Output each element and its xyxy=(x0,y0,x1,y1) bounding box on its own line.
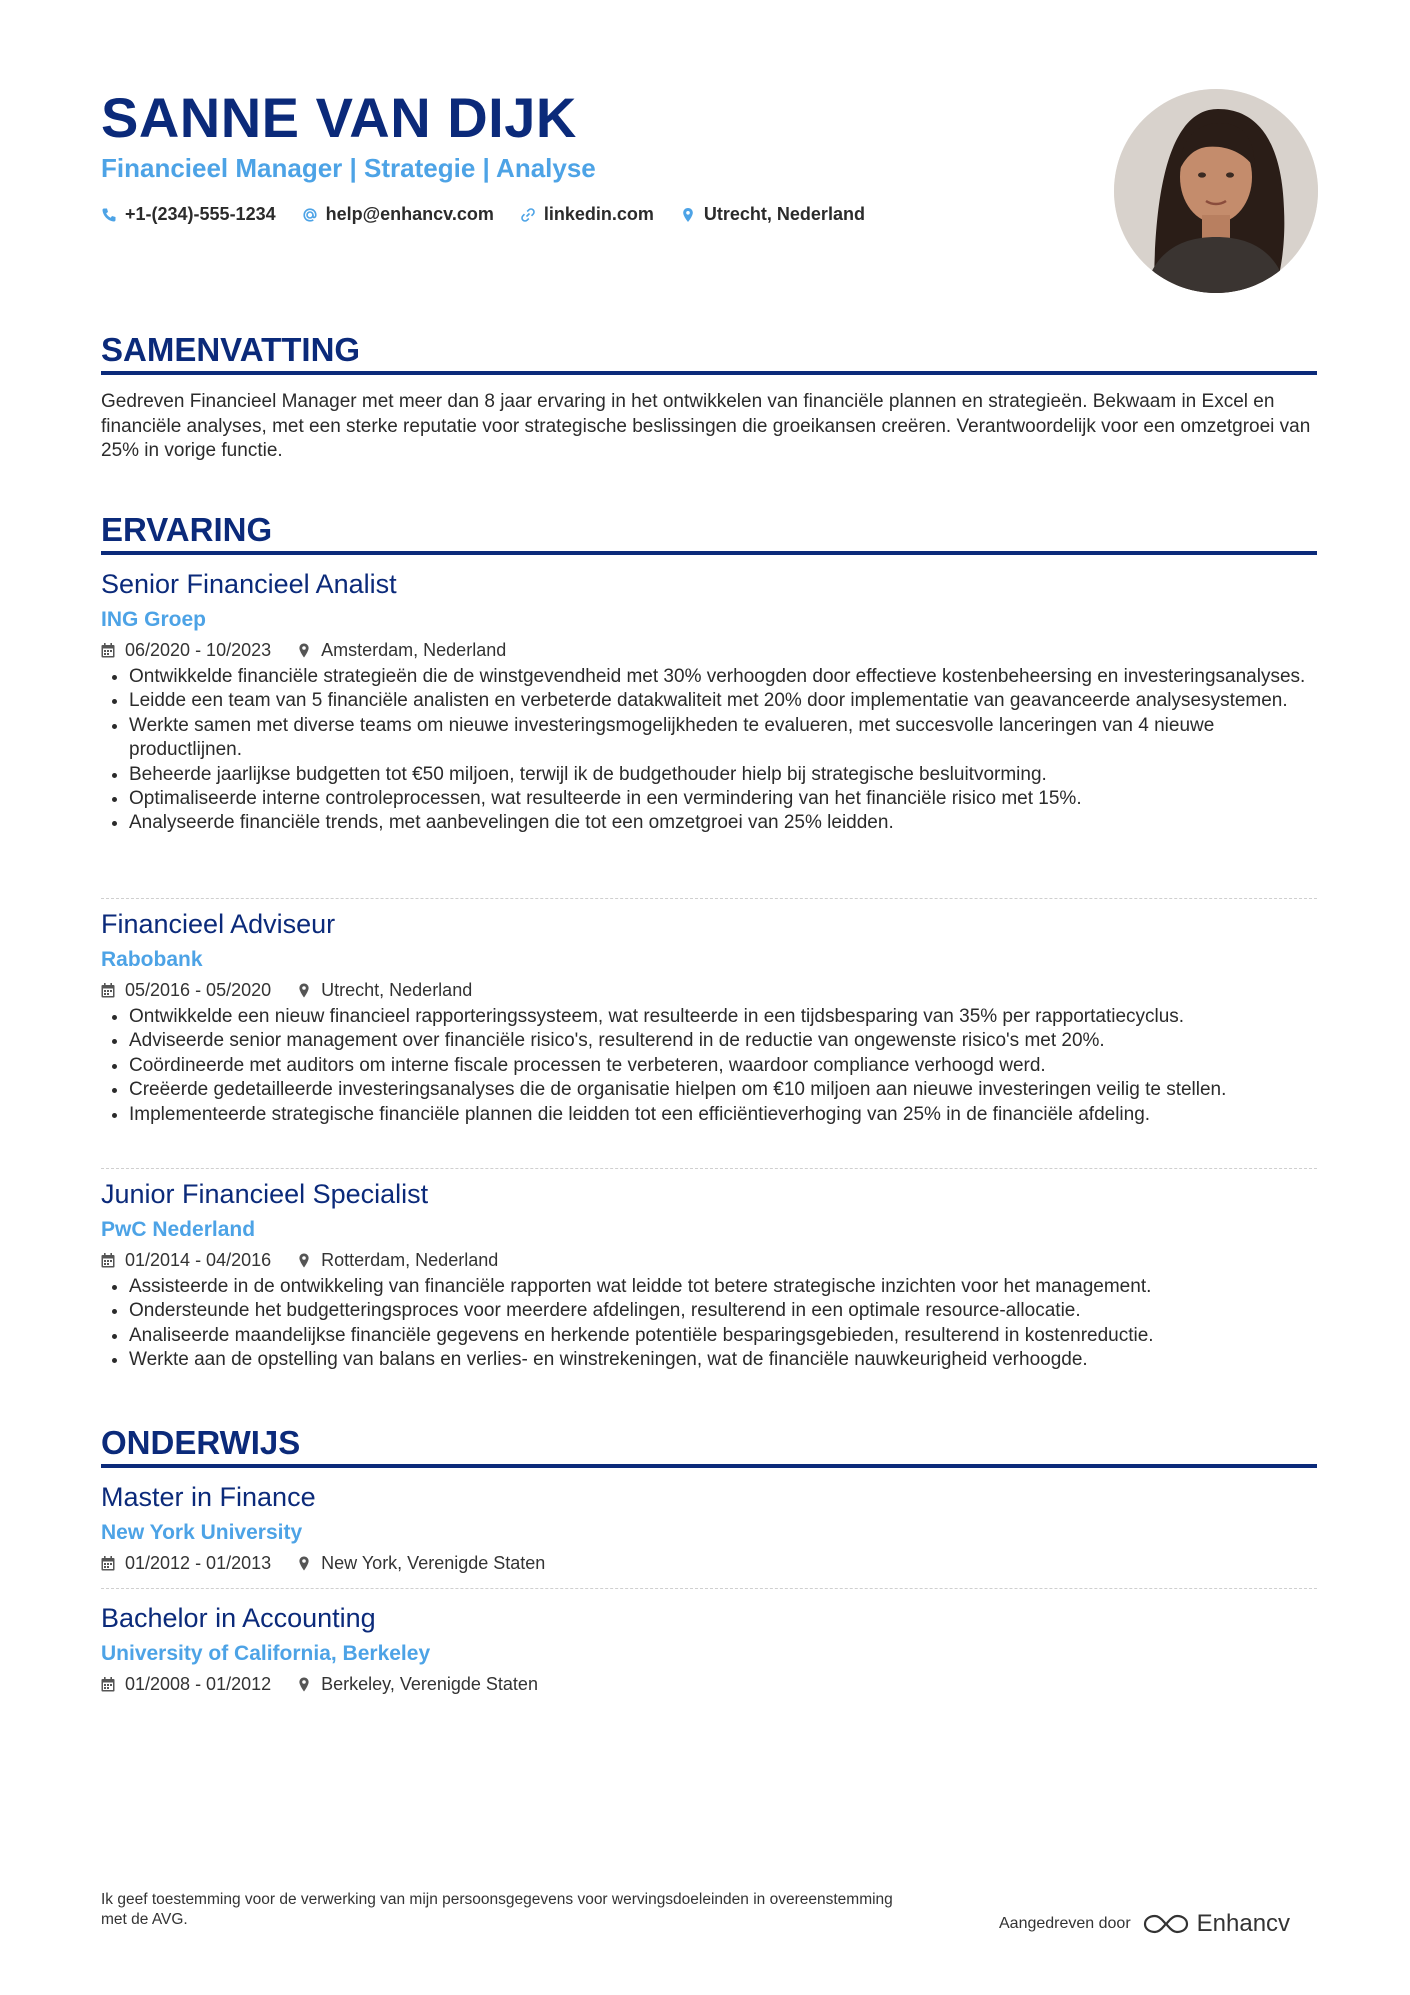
company-name: ING Groep xyxy=(101,608,207,631)
degree-title: Master in Finance xyxy=(101,1482,316,1512)
bullet-item: • Werkte samen met diverse teams om nieuwe investeringsmogelijkheden te evalueren, met succesvolle lanceringen van 4 nieuwe productlijnen. xyxy=(129,714,1317,763)
job-bullets xyxy=(101,665,1317,836)
job-location: Rotterdam, Nederland xyxy=(321,1250,499,1270)
education-rule xyxy=(101,1464,1317,1468)
contact-location xyxy=(680,204,865,225)
company-name: PwC Nederland xyxy=(101,1218,256,1241)
calendar-icon xyxy=(101,1556,115,1571)
bullet-item: • Implementeerde strategische financiële plannen die leidden tot een efficiëntieverhoging van 25% in de financiële afdeling. xyxy=(129,1103,1317,1127)
job-entry xyxy=(101,1178,1317,1373)
candidate-name: SANNE VAN DIJK xyxy=(101,86,577,149)
education-entry xyxy=(101,1602,1317,1696)
education-meta xyxy=(101,1672,1317,1696)
education-meta xyxy=(101,1551,1317,1575)
job-entry xyxy=(101,908,1317,1127)
bullet-item: • Creëerde gedetailleerde investeringsanalyses die de organisatie hielpen om €10 miljoen aan nieuwe investeringen veilig te stellen. xyxy=(129,1078,1317,1102)
candidate-headline: Financieel Manager | Strategie | Analyse xyxy=(101,153,596,183)
company-name: Rabobank xyxy=(101,948,203,971)
summary-text: Gedreven Financieel Manager met meer dan 8 jaar ervaring in het ontwikkelen van financiële plannen en strategieën. Bekwaam in Excel en financiële analyses, met een sterke reputatie voor strategische beslissingen die groeikansen creëren. Verantwoordelijk voor een omzetgroei van 25% in vorige functie. xyxy=(101,391,1311,461)
map-pin-icon xyxy=(680,207,696,223)
location-text: Utrecht, Nederland xyxy=(703,204,865,224)
summary-heading: SAMENVATTING xyxy=(101,331,361,368)
enhancv-infinity-icon xyxy=(1143,1912,1189,1936)
at-icon xyxy=(302,207,318,223)
job-bullets xyxy=(101,1275,1317,1373)
education-location: New York, Verenigde Staten xyxy=(321,1553,546,1573)
linkedin-text: linkedin.com xyxy=(543,204,654,224)
education-location: Berkeley, Verenigde Staten xyxy=(321,1674,538,1694)
bullet-item: • Beheerde jaarlijkse budgetten tot €50 miljoen, terwijl ik de budgethouder hielp bij strategische besluitvorming. xyxy=(129,763,1317,787)
school-name: University of California, Berkeley xyxy=(101,1642,431,1665)
phone-text: +1-(234)-555-1234 xyxy=(125,204,276,224)
powered-by xyxy=(999,1910,1290,1938)
bullet-item: • Leidde een team van 5 financiële analisten en verbeterde datakwaliteit met 20% door implementatie van geavanceerde analysesystemen. xyxy=(129,689,1317,713)
experience-heading: ERVARING xyxy=(101,511,273,548)
job-location: Amsterdam, Nederland xyxy=(321,640,507,660)
profile-photo xyxy=(1114,89,1318,293)
contact-phone[interactable] xyxy=(101,204,276,225)
job-title: Senior Financieel Analist xyxy=(101,569,397,599)
job-divider xyxy=(101,1168,1317,1169)
map-pin-icon xyxy=(297,1677,311,1692)
calendar-icon xyxy=(101,983,115,998)
job-divider xyxy=(101,898,1317,899)
job-location: Utrecht, Nederland xyxy=(321,980,473,1000)
bullet-item: • Analyseerde financiële trends, met aanbevelingen die tot een omzetgroei van 25% leidden. xyxy=(129,811,1317,835)
experience-rule xyxy=(101,551,1317,555)
education-divider xyxy=(101,1588,1317,1589)
email-text: help@enhancv.com xyxy=(325,204,494,224)
map-pin-icon xyxy=(297,643,311,658)
contact-bar xyxy=(101,204,865,225)
bullet-item: • Werkte aan de opstelling van balans en verlies- en winstrekeningen, wat de financiële nauwkeurigheid verhoogde. xyxy=(129,1348,1317,1372)
job-entry xyxy=(101,568,1317,836)
job-meta xyxy=(101,638,1317,662)
school-name: New York University xyxy=(101,1521,303,1544)
education-dates: 01/2008 - 01/2012 xyxy=(125,1674,272,1694)
job-meta xyxy=(101,1248,1317,1272)
job-dates: 01/2014 - 04/2016 xyxy=(125,1250,272,1270)
map-pin-icon xyxy=(297,1253,311,1268)
degree-title: Bachelor in Accounting xyxy=(101,1603,376,1633)
brand-name: Enhancv xyxy=(1196,1910,1291,1937)
phone-icon xyxy=(101,207,117,223)
education-entry xyxy=(101,1481,1317,1575)
bullet-item: • Ontwikkelde financiële strategieën die de winstgevendheid met 30% verhoogden door effectieve kostenbeheersing en investeringsanalyses. xyxy=(129,665,1317,689)
calendar-icon xyxy=(101,1253,115,1268)
job-bullets xyxy=(101,1005,1317,1127)
map-pin-icon xyxy=(297,1556,311,1571)
summary-rule xyxy=(101,371,1317,375)
contact-linkedin[interactable] xyxy=(520,204,654,225)
bullet-item: • Ondersteunde het budgetteringsproces voor meerdere afdelingen, resulterend in een optimale resource-allocatie. xyxy=(129,1299,1317,1323)
job-title: Financieel Adviseur xyxy=(101,909,336,939)
calendar-icon xyxy=(101,1677,115,1692)
link-icon xyxy=(520,207,536,223)
job-title: Junior Financieel Specialist xyxy=(101,1179,429,1209)
powered-by-label: Aangedreven door xyxy=(999,1915,1131,1932)
education-heading: ONDERWIJS xyxy=(101,1424,301,1461)
job-meta xyxy=(101,978,1317,1002)
bullet-item: • Adviseerde senior management over financiële risico's, resulterend in de reductie van ongewenste risico's met 20%. xyxy=(129,1029,1317,1053)
bullet-item: • Coördineerde met auditors om interne fiscale processen te verbeteren, waardoor compliance verhoogd werd. xyxy=(129,1054,1317,1078)
job-dates: 06/2020 - 10/2023 xyxy=(125,640,272,660)
calendar-icon xyxy=(101,643,115,658)
education-dates: 01/2012 - 01/2013 xyxy=(125,1553,272,1573)
enhancv-logo[interactable] xyxy=(1143,1910,1290,1938)
bullet-item: • Assisteerde in de ontwikkeling van financiële rapporten wat leidde tot betere strategische inzichten voor het management. xyxy=(129,1275,1317,1299)
bullet-item: • Ontwikkelde een nieuw financieel rapporteringssysteem, wat resulteerde in een tijdsbesparing van 35% per rapportatiecyclus. xyxy=(129,1005,1317,1029)
consent-note: Ik geef toestemming voor de verwerking van mijn persoonsgegevens voor wervingsdoeleinden in overeenstemming met de AVG. xyxy=(101,1891,893,1928)
bullet-item: • Analiseerde maandelijkse financiële gegevens en herkende potentiële besparingsgebieden, resulterend in kostenreductie. xyxy=(129,1324,1317,1348)
map-pin-icon xyxy=(297,983,311,998)
contact-email[interactable] xyxy=(302,204,494,225)
job-dates: 05/2016 - 05/2020 xyxy=(125,980,272,1000)
bullet-item: • Optimaliseerde interne controleprocessen, wat resulteerde in een vermindering van het financiële risico met 15%. xyxy=(129,787,1317,811)
